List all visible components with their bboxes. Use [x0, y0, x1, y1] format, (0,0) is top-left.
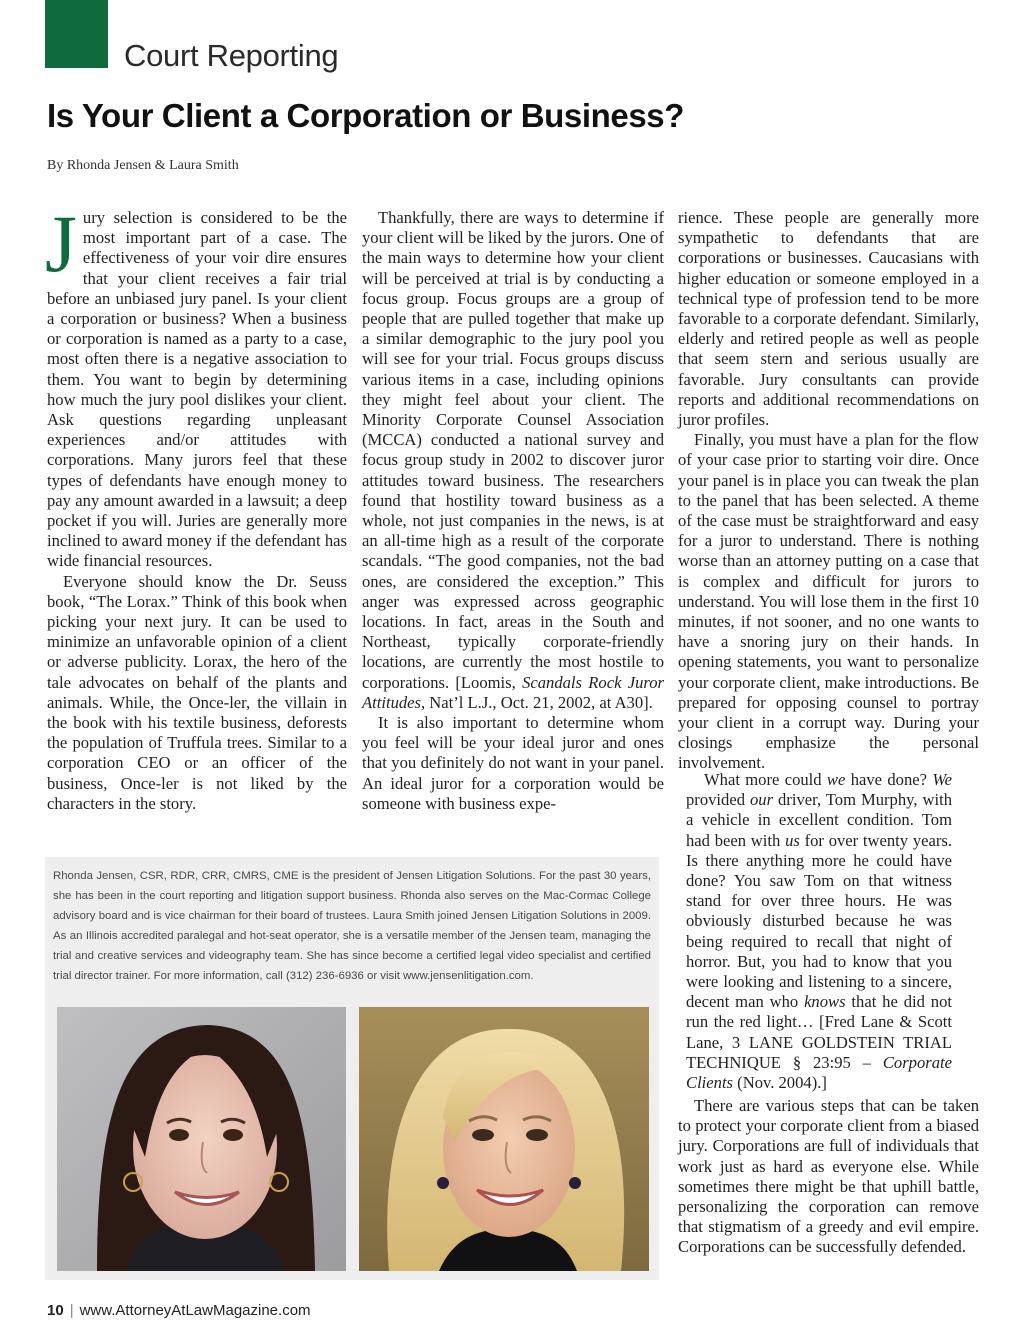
paragraph: rience. These people are generally more sympathetic to defendants that are corporations or businesses. Caucasians with higher education or someone employed in a technical type of profession tend to be more favorable to a corporate defendant. Similarly, elderly and retired people as well as people that seem stern and serious usually are favorable. Jury consultants can provide reports and additional recommendations on juror profiles.: [678, 208, 979, 430]
author-bio-text: Rhonda Jensen, CSR, RDR, CRR, CMRS, CME is the president of Jensen Litigation Solutions. For the past 30 years, she has been in the court reporting and litigation support business. Rhonda also serves on the Mac-Cormac College advisory board and is vice chairman for their board of trustees. Laura Smith joined Jensen Litigation Solutions in 2009. As an Illinois accredited paralegal and hot-seat operator, she is a versatile member of the Jensen team, managing the trial and creative services and videography team. She has since become a certified legal video specialist and certified trial director trainer. For more information, call (312) 236-6936 or visit www.jensenlitigation.com.: [53, 870, 651, 983]
quote-segment: for over twenty years. Is there anything more he could have done? You saw Tom on that witness stand for over three hours. He was obviously disturbed because he was being required to recall that night of horror. But, you had to know that you were looking and listening to a sincere, decent man who: [686, 830, 953, 1012]
quote-segment: driver, Tom Murphy, with a vehicle in excellent condition. Tom had been with: [686, 790, 952, 850]
magazine-url: www.AttorneyAtLawMagazine.com: [79, 1302, 311, 1319]
quote-text: [686, 770, 952, 1093]
block-quote: [686, 770, 952, 1093]
quote-emphasis: We: [932, 770, 952, 789]
article-column-1: [45, 198, 347, 814]
byline: By Rhonda Jensen & Laura Smith: [47, 158, 239, 173]
paragraph-text: Thankfully, there are ways to determine if your client will be liked by the jurors. One of the main ways to determine how your client will be perceived at trial is by conducting a focus group. Focus groups are a group of people that are pulled together that make up a similar demographic to the jury pool you will see for your trial. Focus groups discuss various items in a case, including opinions they might feel about your client. The Minority Corporate Counsel Association (MCCA) conducted a national survey and focus group study in 2002 to discover juror attitudes toward business. The researchers found that hostility toward business as a whole, not just companies in the news, is at an all-time high as a result of the corporate scandals. “The good companies, not the bad ones, are considered the exception.” This anger was expressed across geographic locations. In fact, areas in the South and Northeast, typically corporate-friendly locations, are currently the most hostile to corporations. [Loomis,: [362, 208, 664, 692]
quote-segment: have done?: [845, 770, 933, 789]
article-column-3-continued: [678, 1096, 979, 1258]
quote-emphasis: us: [785, 830, 800, 850]
article-column-3: [678, 208, 979, 774]
drop-cap: J: [45, 198, 77, 289]
quote-emphasis: we: [826, 770, 846, 789]
author-photo-laura-smith: [359, 1007, 649, 1271]
paragraph: Finally, you must have a plan for the flow of your case prior to starting voir dire. Once your panel is in place you can tweak the plan to the panel that has been selected. A theme of the case must be straightforward and easy for a juror to understand. There is nothing worse than an attorney putting on a case that is complex and difficult for jurors to understand. You will lose them in the first 10 minutes, if not sooner, and no one wants to have a snoring jury on their hands. In opening statements, you want to personalize your corporate client, make introductions. Be prepared for opposing counsel to portray your client in a corrupt way. During your closings emphasize the personal involvement.: [678, 430, 979, 773]
quote-segment: provided: [686, 790, 750, 810]
page-footer: [47, 1302, 311, 1319]
section-color-block: [45, 0, 108, 68]
paragraph: There are various steps that can be taken to protect your corporate client from a biased jury. Corporations are full of individuals that work just as hard as everyone else. While sometimes there might be that uphill battle, personalizing the corporation can remove that stigmatism of a greedy and evil empire. Corporations can be successfully defended.: [678, 1096, 979, 1257]
page-number: 10: [47, 1302, 64, 1319]
quote-emphasis: knows: [804, 992, 846, 1012]
footer-separator: |: [69, 1302, 74, 1319]
quote-segment: What more could: [704, 770, 827, 789]
paragraph: [362, 208, 664, 713]
paragraph-text: , Nat’l L.J., Oct. 21, 2002, at A30].: [421, 692, 653, 712]
paragraph: Everyone should know the Dr. Seuss book, “The Lorax.” Think of this book when picking your next jury. It can be used to minimize an unfavorable opinion of a client or adverse publicity. Lorax, the hero of the tale advocates on behalf of the plants and animals. While, the Once-ler, the villain in the book with his textile business, deforests the population of Truffula trees. Similar to a corporation CEO or an officer of the business, Once-ler is not liked by the characters in the story.: [47, 571, 347, 813]
article-title: Is Your Client a Corporation or Business?: [47, 97, 684, 134]
author-photo-rhonda-jensen: [57, 1007, 346, 1271]
paragraph: [45, 198, 347, 572]
paragraph: It is also important to determine whom you feel will be your ideal juror and ones that you definitely do not want in your panel. An ideal juror for a corporation would be someone with business expe-: [362, 713, 664, 813]
quote-segment: that he did not run the red light… [Fred Lane & Scott Lane, 3 LANE GOLDSTEIN TRIAL TECHNIQUE § 23:95 –: [686, 992, 952, 1072]
quote-citation: Corporate Clients: [686, 1052, 952, 1093]
citation-title: Scandals Rock Juror Attitudes: [362, 672, 664, 712]
quote-segment: (Nov. 2004).]: [733, 1073, 827, 1093]
article-column-2: [362, 208, 664, 814]
section-label: Court Reporting: [124, 38, 339, 73]
paragraph-text: ury selection is considered to be the most important part of a case. The effectiveness of your voir dire ensures that your client receives a fair trial before an unbiased jury panel. Is your client a corporation or business? When a business or corporation is named as a party to a case, most often there is a negative association to them. You want to begin by determining how much the jury pool dislikes your client. Ask questions regarding unpleasant experiences and/or attitudes with corporations. Many jurors feel that these types of defendants have enough money to pay any amount awarded in a lawsuit; a deep pocket if you will. Juries are generally more inclined to award money if the defendant has wide financial resources.: [47, 208, 347, 571]
quote-emphasis: our: [749, 790, 774, 810]
